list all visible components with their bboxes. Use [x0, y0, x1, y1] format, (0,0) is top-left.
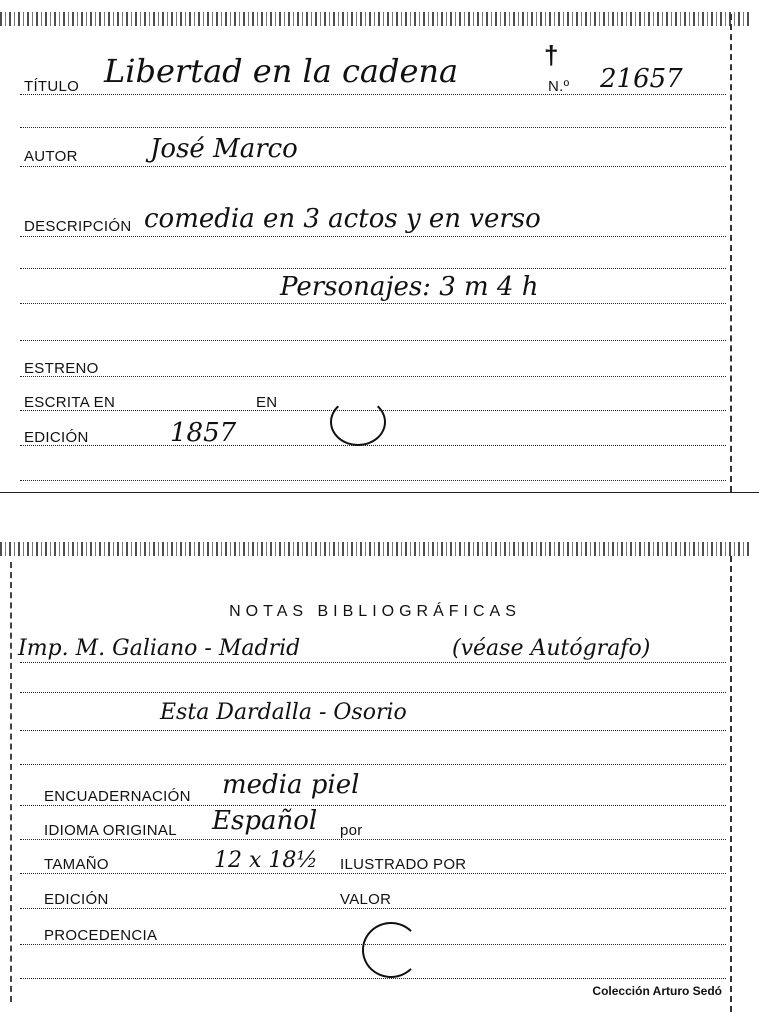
personajes-value: Personajes: 3 m 4 h: [280, 272, 539, 302]
cross-mark: †: [544, 40, 559, 70]
estreno-label: ESTRENO: [24, 360, 99, 377]
numero-label: N.º: [548, 78, 570, 95]
edicion-value: 1857: [170, 418, 237, 448]
card-right-border: [730, 14, 732, 492]
numero-value: 21657: [600, 64, 683, 94]
edicion-label: EDICIÓN: [24, 429, 89, 446]
titulo-label: TÍTULO: [24, 78, 80, 95]
rule-tamano: [20, 873, 726, 874]
notas-line-1-aside: (véase Autógrafo): [452, 636, 651, 661]
rule-descripcion: [20, 236, 726, 237]
edicion-label-back: EDICIÓN: [44, 891, 109, 908]
autor-value: José Marco: [150, 134, 298, 164]
idioma-label: IDIOMA ORIGINAL: [44, 822, 177, 839]
card-top-texture: [0, 12, 750, 26]
titulo-value: Libertad en la cadena: [104, 52, 459, 90]
punch-hole-mark: [330, 398, 386, 446]
rule-estreno: [20, 376, 726, 377]
autor-label: AUTOR: [24, 148, 78, 165]
procedencia-label: PROCEDENCIA: [44, 927, 158, 944]
catalog-card-back: [0, 542, 750, 1012]
descripcion-label: DESCRIPCIÓN: [24, 218, 132, 235]
rule-blank-1: [20, 127, 726, 128]
rule-blank-2: [20, 268, 726, 269]
encuadernacion-label: ENCUADERNACIÓN: [44, 788, 191, 805]
rule-notas-4: [20, 764, 726, 765]
rule-notas-3: [20, 730, 726, 731]
rule-blank-back: [20, 978, 726, 979]
notas-line-1: Imp. M. Galiano - Madrid: [18, 636, 301, 661]
card-top-texture: [0, 542, 750, 556]
notas-heading: NOTAS BIBLIOGRÁFICAS: [229, 603, 521, 620]
tamano-value: 12 x 18½: [214, 848, 318, 873]
rule-notas-1: [20, 662, 726, 663]
notas-line-2: Esta Dardalla - Osorio: [160, 700, 407, 725]
rule-personajes: [20, 303, 726, 304]
descripcion-value: comedia en 3 actos y en verso: [144, 204, 541, 234]
encuadernacion-value: media piel: [222, 770, 360, 800]
en-label: EN: [256, 394, 278, 411]
punch-hole-mark: [362, 922, 420, 978]
rule-notas-2: [20, 692, 726, 693]
card-right-border: [730, 556, 732, 1012]
ilustrado-label: ILUSTRADO POR: [340, 856, 467, 873]
collection-credit: Colección Arturo Sedó: [592, 984, 722, 998]
idioma-value: Español: [212, 806, 318, 836]
rule-titulo: [20, 94, 726, 95]
rule-blank-3: [20, 340, 726, 341]
catalog-card-front: [0, 0, 750, 492]
rule-autor: [20, 166, 726, 167]
rule-idioma: [20, 839, 726, 840]
card-front-bottom-edge: [0, 492, 759, 493]
tamano-label: TAMAÑO: [44, 856, 109, 873]
rule-edicion: [20, 445, 726, 446]
card-left-border: [10, 562, 12, 1002]
rule-encuadernacion: [20, 805, 726, 806]
valor-label: VALOR: [340, 891, 392, 908]
escrita-en-label: ESCRITA EN: [24, 394, 116, 411]
por-label: por: [340, 822, 363, 839]
rule-blank-4: [20, 480, 726, 481]
rule-edicion-back: [20, 908, 726, 909]
